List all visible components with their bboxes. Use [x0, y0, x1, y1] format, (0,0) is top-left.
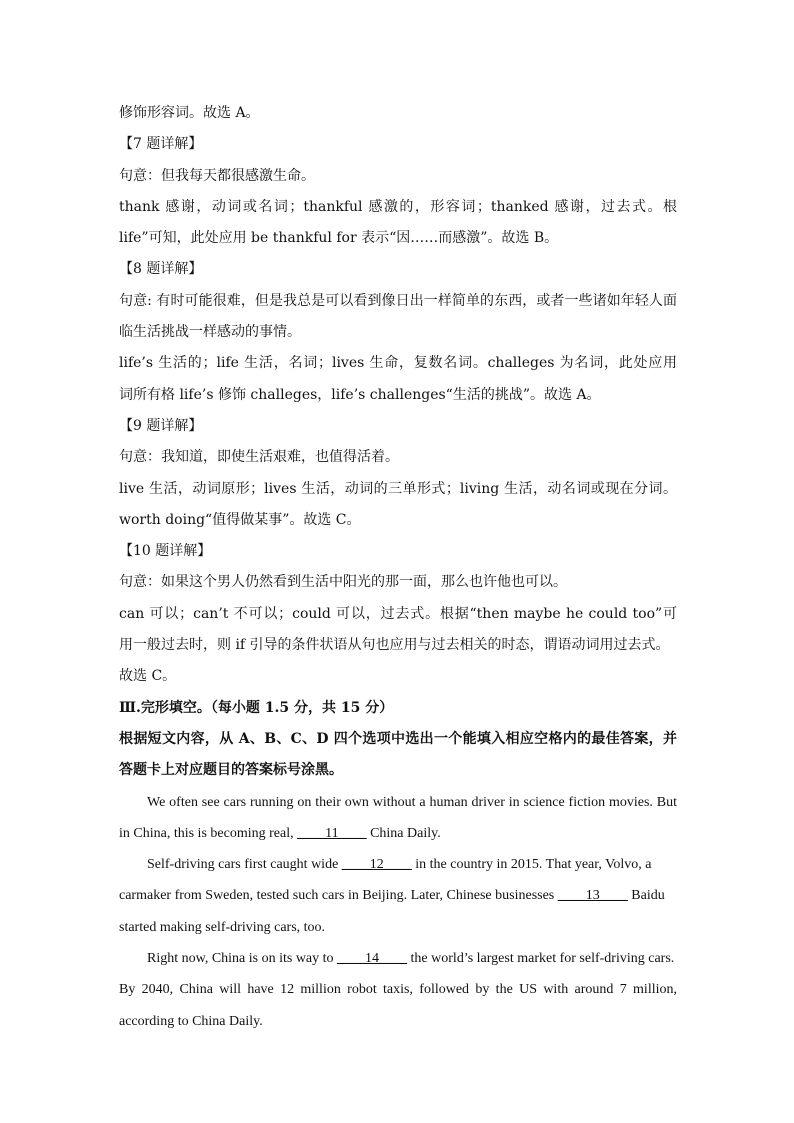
section-heading-q10: 【10 题详解】 — [119, 543, 212, 560]
blank-12: ____12____ — [341, 857, 412, 873]
text-line: 用一般过去时，则 if 引导的条件状语从句也应用与过去相关的时态，谓语动词用过去式。 — [119, 637, 670, 654]
passage-line — [119, 818, 677, 849]
section-heading-q8: 【8 题详解】 — [119, 261, 203, 278]
passage-text: Self-driving cars first caught wide — [147, 857, 342, 873]
text-line: 修饰形容词。故选 A。 — [119, 105, 260, 121]
section-heading-q7: 【7 题详解】 — [119, 136, 203, 153]
text-line: 临生活挑战一样感动的事情。 — [119, 324, 301, 341]
text-line: life’s 生活的；life 生活，名词；lives 生命，复数名词。challeges 为名词，此处应用 — [119, 355, 677, 372]
blank-14: ____14____ — [337, 951, 408, 967]
text-line: 句意：但我每天都很感激生命。 — [119, 167, 315, 184]
passage-line — [119, 880, 677, 911]
passage-line: We often see cars running on their own without a human driver in science fiction movies. But — [147, 794, 677, 810]
section-title-cloze: Ⅲ.完形填空。（每小题 1.5 分，共 15 分） — [119, 699, 394, 716]
passage-text: China Daily. — [366, 825, 441, 841]
passage-line: started making self-driving cars, too. — [119, 919, 326, 935]
passage-text: in the country in 2015. That year, Volvo, a — [411, 857, 652, 873]
text-line: 词所有格 life’s 修饰 challeges，life’s challenges“生活的挑战”。故选 A。 — [119, 386, 601, 403]
text-line: 故选 C。 — [119, 668, 177, 685]
passage-text: carmaker from Sweden, tested such cars in Beijing. Later, Chinese businesses — [119, 888, 558, 904]
passage-line: according to China Daily. — [119, 1013, 263, 1029]
text-line: thank 感谢，动词或名词；thankful 感激的，形容词；thanked 感谢，过去式。根 — [119, 198, 677, 215]
passage-text: Baidu — [627, 888, 665, 904]
text-line: 句意：如果这个男人仍然看到生活中阳光的那一面，那么也许他也可以。 — [119, 574, 567, 591]
text-line: worth doing“值得做某事”。故选 C。 — [119, 511, 361, 528]
passage-text: the world’s largest market for self-driving cars. — [407, 951, 675, 967]
passage-line — [119, 943, 677, 974]
passage-line — [119, 849, 677, 880]
text-line: 句意：我知道，即使生活艰难，也值得活着。 — [119, 449, 399, 466]
instruction-line: 答题卡上对应题目的答案标号涂黑。 — [119, 762, 343, 779]
text-line: 句意: 有时可能很难，但是我总是可以看到像日出一样简单的东西，或者一些诸如年轻人面 — [119, 292, 677, 309]
blank-11: ____11____ — [297, 825, 367, 841]
text-line: life”可知，此处应用 be thankful for 表示“因……而感激”。故选 B。 — [119, 230, 559, 247]
text-line: live 生活，动词原形；lives 生活，动词的三单形式；living 生活，动名词或现在分词。 — [119, 480, 677, 497]
passage-text: in China, this is becoming real, — [119, 825, 298, 841]
instruction-line: 根据短文内容，从 A、B、C、D 四个选项中选出一个能填入相应空格内的最佳答案，并 — [119, 730, 677, 747]
passage-text: Right now, China is on its way to — [147, 951, 338, 967]
text-line: can 可以；can’t 不可以；could 可以，过去式。根据“then maybe he could too”可 — [119, 605, 677, 622]
section-heading-q9: 【9 题详解】 — [119, 417, 203, 434]
blank-13: ____13____ — [557, 888, 628, 904]
page-content — [119, 98, 677, 1037]
passage-line: By 2040, China will have 12 million robot taxis, followed by the US with around 7 million, — [119, 982, 677, 998]
